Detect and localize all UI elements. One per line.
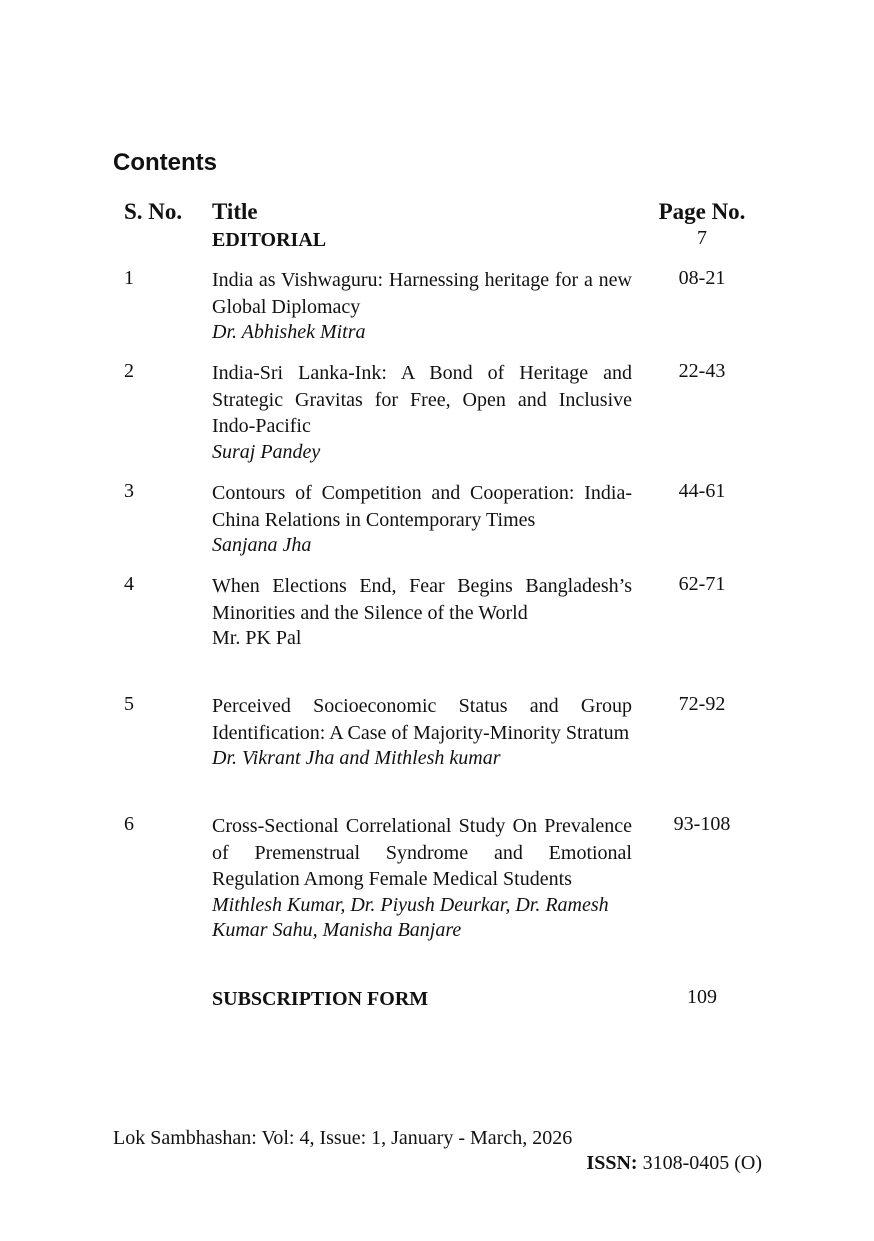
editorial-page: 7: [697, 227, 707, 249]
entry-page: 22-43: [678, 360, 726, 382]
entry-authors: Suraj Pandey: [212, 440, 321, 463]
entry-number: 2: [124, 360, 134, 382]
entry-title: Cross-Sectional Correlational Study On Prevalence of Premenstrual Syndrome and Emotional Regulation Among Female Medical Students: [212, 815, 632, 890]
entry-number: 4: [124, 573, 134, 595]
column-header-sno: S. No.: [124, 199, 183, 224]
entry-page: 44-61: [678, 480, 726, 502]
entry-authors: Dr. Vikrant Jha and Mithlesh kumar: [212, 747, 501, 769]
entry-number: 6: [124, 813, 134, 835]
column-header-page: Page No.: [658, 199, 746, 224]
page-title: Contents: [113, 149, 217, 176]
entry-number: 3: [124, 480, 134, 502]
entry-authors: Mr. PK Pal: [212, 627, 302, 649]
editorial-title: EDITORIAL: [212, 229, 327, 251]
column-header-title: Title: [212, 199, 258, 224]
entry-page: 93-108: [673, 813, 731, 835]
entry-page: 72-92: [678, 693, 726, 715]
entry-page: 08-21: [678, 267, 726, 289]
entry-authors: Mithlesh Kumar, Dr. Piyush Deurkar, Dr. Ramesh Kumar Sahu, Manisha Banjare: [212, 893, 609, 941]
issn-value: 3108-0405 (O): [642, 1152, 762, 1174]
entry-title: India as Vishwaguru: Harnessing heritage for a new Global Diplomacy: [212, 269, 632, 318]
entry-title: When Elections End, Fear Begins Bangladesh’s Minorities and the Silence of the World: [212, 575, 632, 624]
entry-number: 5: [124, 693, 134, 715]
entry-authors: Sanjana Jha: [212, 534, 312, 556]
entry-title: India-Sri Lanka-Ink: A Bond of Heritage and Strategic Gravitas for Free, Open and Inclusive Indo-Pacific: [212, 362, 632, 437]
entry-title: Perceived Socioeconomic Status and Group Identification: A Case of Majority-Minority Stratum: [212, 695, 632, 744]
entry-authors: Dr. Abhishek Mitra: [212, 321, 366, 343]
issn-line: [586, 1152, 762, 1175]
entry-title: Contours of Competition and Cooperation: India-China Relations in Contemporary Times: [212, 482, 632, 531]
subscription-title: SUBSCRIPTION FORM: [212, 988, 429, 1010]
entry-page: 62-71: [678, 573, 726, 595]
entry-number: 1: [124, 267, 134, 289]
subscription-page: 109: [687, 986, 717, 1008]
issn-label: ISSN:: [586, 1152, 638, 1174]
journal-footer: Lok Sambhashan: Vol: 4, Issue: 1, January - March, 2026: [113, 1127, 573, 1149]
